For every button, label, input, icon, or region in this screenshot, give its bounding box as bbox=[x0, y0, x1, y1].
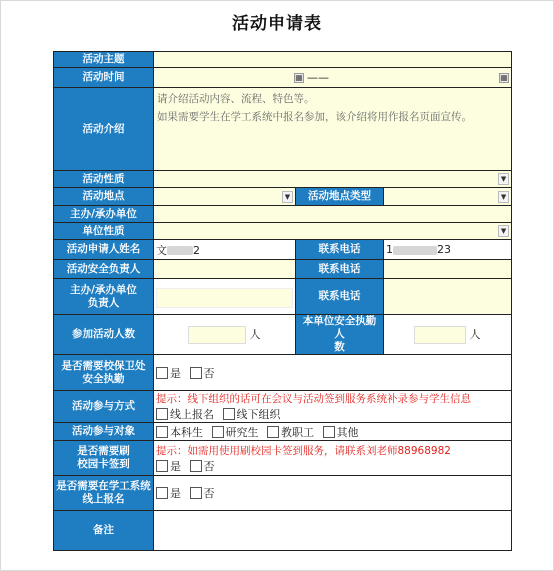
redacted-mark bbox=[393, 246, 437, 255]
safety-owner-phone-input[interactable] bbox=[384, 260, 512, 279]
label-unit-nature: 单位性质 bbox=[54, 223, 154, 240]
applicant-phone-suffix: 23 bbox=[437, 243, 451, 256]
mode-online-label: 线上报名 bbox=[170, 408, 214, 421]
applicant-phone-prefix: 1 bbox=[386, 243, 393, 256]
card-options bbox=[154, 441, 512, 476]
target-undergrad-label: 本科生 bbox=[170, 425, 203, 439]
online-yes-checkbox[interactable] bbox=[156, 487, 168, 499]
label-phone: 联系电话 bbox=[296, 279, 384, 315]
online-no-checkbox[interactable] bbox=[190, 487, 202, 499]
target-staff-label: 教职工 bbox=[281, 425, 314, 439]
police-yes-checkbox[interactable] bbox=[156, 367, 168, 379]
label-intro: 活动介绍 bbox=[54, 88, 154, 171]
label-phone: 联系电话 bbox=[296, 240, 384, 260]
intro-placeholder-line1: 请介绍活动内容、流程、特色等。 bbox=[157, 93, 315, 105]
intro-placeholder-line2: 如果需要学生在学工系统中报名参加，该介绍将用作报名页面宣传。 bbox=[157, 111, 472, 123]
target-grad-checkbox[interactable] bbox=[212, 426, 224, 438]
calendar-icon[interactable]: ▦ bbox=[500, 72, 508, 82]
target-grad-label: 研究生 bbox=[225, 425, 259, 439]
start-time-input[interactable] bbox=[156, 73, 304, 83]
label-security-line1: 本单位安全执勤人 bbox=[302, 315, 377, 340]
label-card bbox=[54, 441, 154, 476]
label-online-line2: 线上报名 bbox=[82, 493, 125, 505]
redacted-mark bbox=[167, 246, 193, 255]
label-applicant: 活动申请人姓名 bbox=[54, 240, 154, 260]
page-title: 活动申请表 bbox=[232, 14, 322, 34]
applicant-name-suffix: 2 bbox=[193, 243, 200, 257]
label-police-line1: 是否需要校保卫处 bbox=[61, 359, 146, 372]
participants-cell bbox=[154, 315, 296, 355]
police-options bbox=[154, 355, 512, 391]
applicant-name-prefix: 文 bbox=[156, 243, 167, 257]
label-theme: 活动主题 bbox=[54, 52, 154, 68]
security-cell bbox=[384, 315, 512, 355]
label-org-owner-line2: 负责人 bbox=[87, 296, 120, 309]
mode-offline-checkbox[interactable] bbox=[223, 408, 235, 420]
card-hint: 提示：如需用使用刷校园卡签到服务，请联系刘老师88968982 bbox=[156, 444, 451, 457]
label-org-owner-line1: 主办/承办单位 bbox=[70, 283, 137, 296]
label-card-line2: 校园卡签到 bbox=[77, 458, 130, 470]
label-participants: 参加活动人数 bbox=[54, 315, 154, 355]
org-owner-phone-input[interactable] bbox=[384, 279, 512, 315]
card-yes-checkbox[interactable] bbox=[156, 460, 168, 472]
label-target: 活动参与对象 bbox=[54, 423, 154, 441]
mode-hint: 提示：线下组织的话可在会议与活动签到服务系统补录参与学生信息 bbox=[156, 393, 471, 405]
org-owner-cell bbox=[154, 279, 296, 315]
label-mode: 活动参与方式 bbox=[54, 391, 154, 423]
no-label: 否 bbox=[203, 366, 215, 380]
target-other-checkbox[interactable] bbox=[323, 426, 335, 438]
nature-select[interactable] bbox=[154, 171, 512, 188]
label-card-line1: 是否需要刷 bbox=[77, 445, 130, 457]
location-select[interactable] bbox=[154, 188, 296, 206]
label-online-line1: 是否需要在学工系统 bbox=[56, 480, 151, 492]
theme-input[interactable] bbox=[154, 52, 512, 68]
calendar-icon[interactable]: ▦ bbox=[295, 72, 303, 82]
target-staff-checkbox[interactable] bbox=[267, 426, 279, 438]
chevron-down-icon[interactable]: ▼ bbox=[498, 225, 509, 237]
mode-online-checkbox[interactable] bbox=[156, 408, 168, 420]
applicant-name-field[interactable] bbox=[154, 240, 296, 260]
no-label: 否 bbox=[203, 459, 215, 473]
label-nature: 活动性质 bbox=[54, 171, 154, 188]
label-safety-owner: 活动安全负责人 bbox=[54, 260, 154, 279]
applicant-phone-field[interactable] bbox=[384, 240, 512, 260]
card-no-checkbox[interactable] bbox=[190, 460, 202, 472]
org-owner-input[interactable] bbox=[156, 288, 293, 308]
chevron-down-icon[interactable]: ▼ bbox=[282, 191, 293, 203]
yes-label: 是 bbox=[170, 366, 181, 380]
participants-input[interactable] bbox=[188, 326, 246, 344]
security-count-input[interactable] bbox=[414, 326, 466, 344]
label-police-line2: 安全执勤 bbox=[82, 372, 125, 385]
unit-nature-select[interactable] bbox=[154, 223, 512, 240]
target-other-label: 其他 bbox=[336, 425, 359, 439]
mode-offline-label: 线下组织 bbox=[236, 408, 281, 421]
safety-owner-input[interactable] bbox=[154, 260, 296, 279]
label-time: 活动时间 bbox=[54, 68, 154, 88]
label-organizer: 主办/承办单位 bbox=[54, 206, 154, 223]
online-options bbox=[154, 476, 512, 511]
remark-textarea[interactable] bbox=[154, 511, 512, 551]
label-security-line2: 数 bbox=[334, 341, 345, 353]
yes-label: 是 bbox=[170, 459, 181, 473]
unit-person: 人 bbox=[249, 327, 261, 341]
label-location-type: 活动地点类型 bbox=[296, 188, 384, 206]
no-label: 否 bbox=[203, 487, 215, 500]
yes-label: 是 bbox=[170, 487, 181, 500]
label-remark: 备注 bbox=[54, 511, 154, 551]
location-type-select[interactable] bbox=[384, 188, 512, 206]
label-security bbox=[296, 315, 384, 355]
time-range bbox=[154, 68, 512, 88]
label-online bbox=[54, 476, 154, 511]
end-time-input[interactable] bbox=[343, 73, 509, 83]
label-org-owner bbox=[54, 279, 154, 315]
intro-textarea[interactable] bbox=[154, 88, 512, 171]
label-phone: 联系电话 bbox=[296, 260, 384, 279]
time-separator: —— bbox=[307, 71, 329, 84]
target-options bbox=[154, 423, 512, 441]
target-undergrad-checkbox[interactable] bbox=[156, 426, 168, 438]
police-no-checkbox[interactable] bbox=[190, 367, 202, 379]
unit-person: 人 bbox=[469, 327, 481, 341]
mode-options bbox=[154, 391, 512, 423]
chevron-down-icon[interactable]: ▼ bbox=[498, 173, 509, 185]
label-location: 活动地点 bbox=[54, 188, 154, 206]
organizer-input[interactable] bbox=[154, 206, 512, 223]
chevron-down-icon[interactable]: ▼ bbox=[498, 191, 509, 203]
label-police bbox=[54, 355, 154, 391]
application-form bbox=[53, 51, 512, 551]
